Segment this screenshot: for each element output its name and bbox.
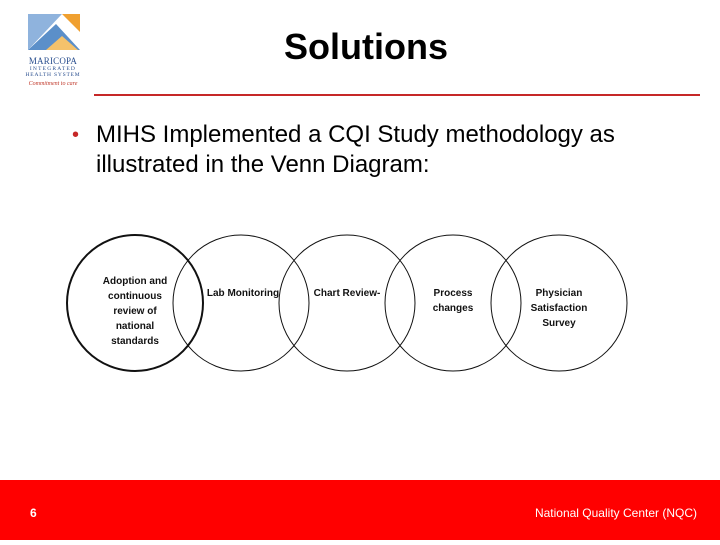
- slide-title: Solutions: [284, 26, 448, 67]
- logo-name: MARICOPA: [28, 56, 78, 66]
- venn-circle-label-2: Lab Monitoring: [206, 288, 280, 299]
- footer-organization: National Quality Center (NQC): [534, 506, 697, 520]
- bullet-dot-icon: •: [72, 124, 80, 146]
- venn-circle-label-5: Physician Satisfaction Survey: [530, 288, 588, 329]
- page-number: 6: [30, 506, 37, 520]
- bullet-text: MIHS Implemented a CQI Study methodology as illustrated in the Venn Diagram:: [96, 121, 615, 178]
- venn-circle-label-3: Chart Review-: [313, 288, 381, 299]
- venn-circle-2: [173, 235, 309, 371]
- footer-bar: [0, 480, 720, 540]
- venn-circle-label-1: Adoption and continuous review of national standards: [102, 276, 168, 347]
- logo-subtitle-2: HEALTH SYSTEM: [25, 72, 81, 78]
- logo-tagline: Commitment to care: [28, 81, 78, 87]
- venn-circle-3: [279, 235, 415, 371]
- logo-subtitle-1: INTEGRATED: [29, 66, 77, 72]
- venn-circle-label-4: Process changes: [432, 288, 474, 314]
